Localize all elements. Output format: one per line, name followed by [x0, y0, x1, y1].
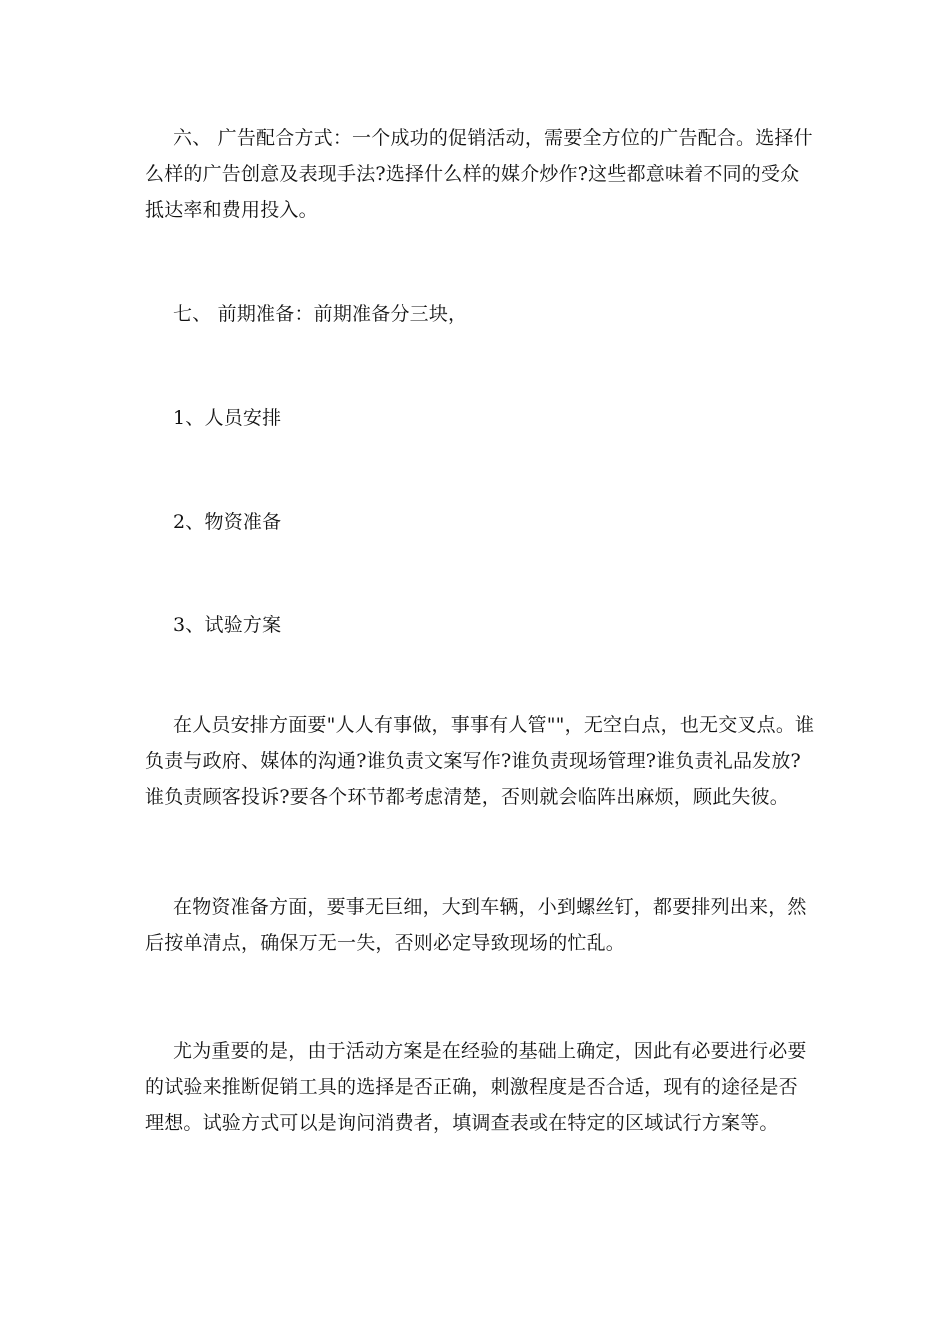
- staffing-paragraph: 在人员安排方面要"人人有事做，事事有人管""，无空白点，也无交叉点。谁负责与政府、媒体的沟通?谁负责文案写作?谁负责现场管理?谁负责礼品发放?谁负责顾客投诉?要各个环节都考虑清楚，否则就会临阵出麻烦，顾此失彼。: [145, 714, 815, 808]
- materials-paragraph: 在物资准备方面，要事无巨细，大到车辆，小到螺丝钉，都要排列出来，然后按单清点，确保万无一失，否则必定导致现场的忙乱。: [145, 896, 807, 954]
- section-7-paragraph: 七、 前期准备：前期准备分三块，: [173, 303, 468, 325]
- list-item-testing: 3、试验方案: [173, 614, 282, 636]
- list-item-staffing: 1、人员安排: [173, 407, 282, 429]
- list-item-materials: 2、物资准备: [173, 511, 282, 533]
- testing-paragraph: 尤为重要的是，由于活动方案是在经验的基础上确定，因此有必要进行必要的试验来推断促销工具的选择是否正确，刺激程度是否合适，现有的途径是否理想。试验方式可以是询问消费者，填调查表或在特定的区域试行方案等。: [145, 1040, 807, 1134]
- section-6-paragraph: 六、 广告配合方式：一个成功的促销活动，需要全方位的广告配合。选择什么样的广告创意及表现手法?选择什么样的媒介炒作?这些都意味着不同的受众抵达率和费用投入。: [145, 127, 813, 221]
